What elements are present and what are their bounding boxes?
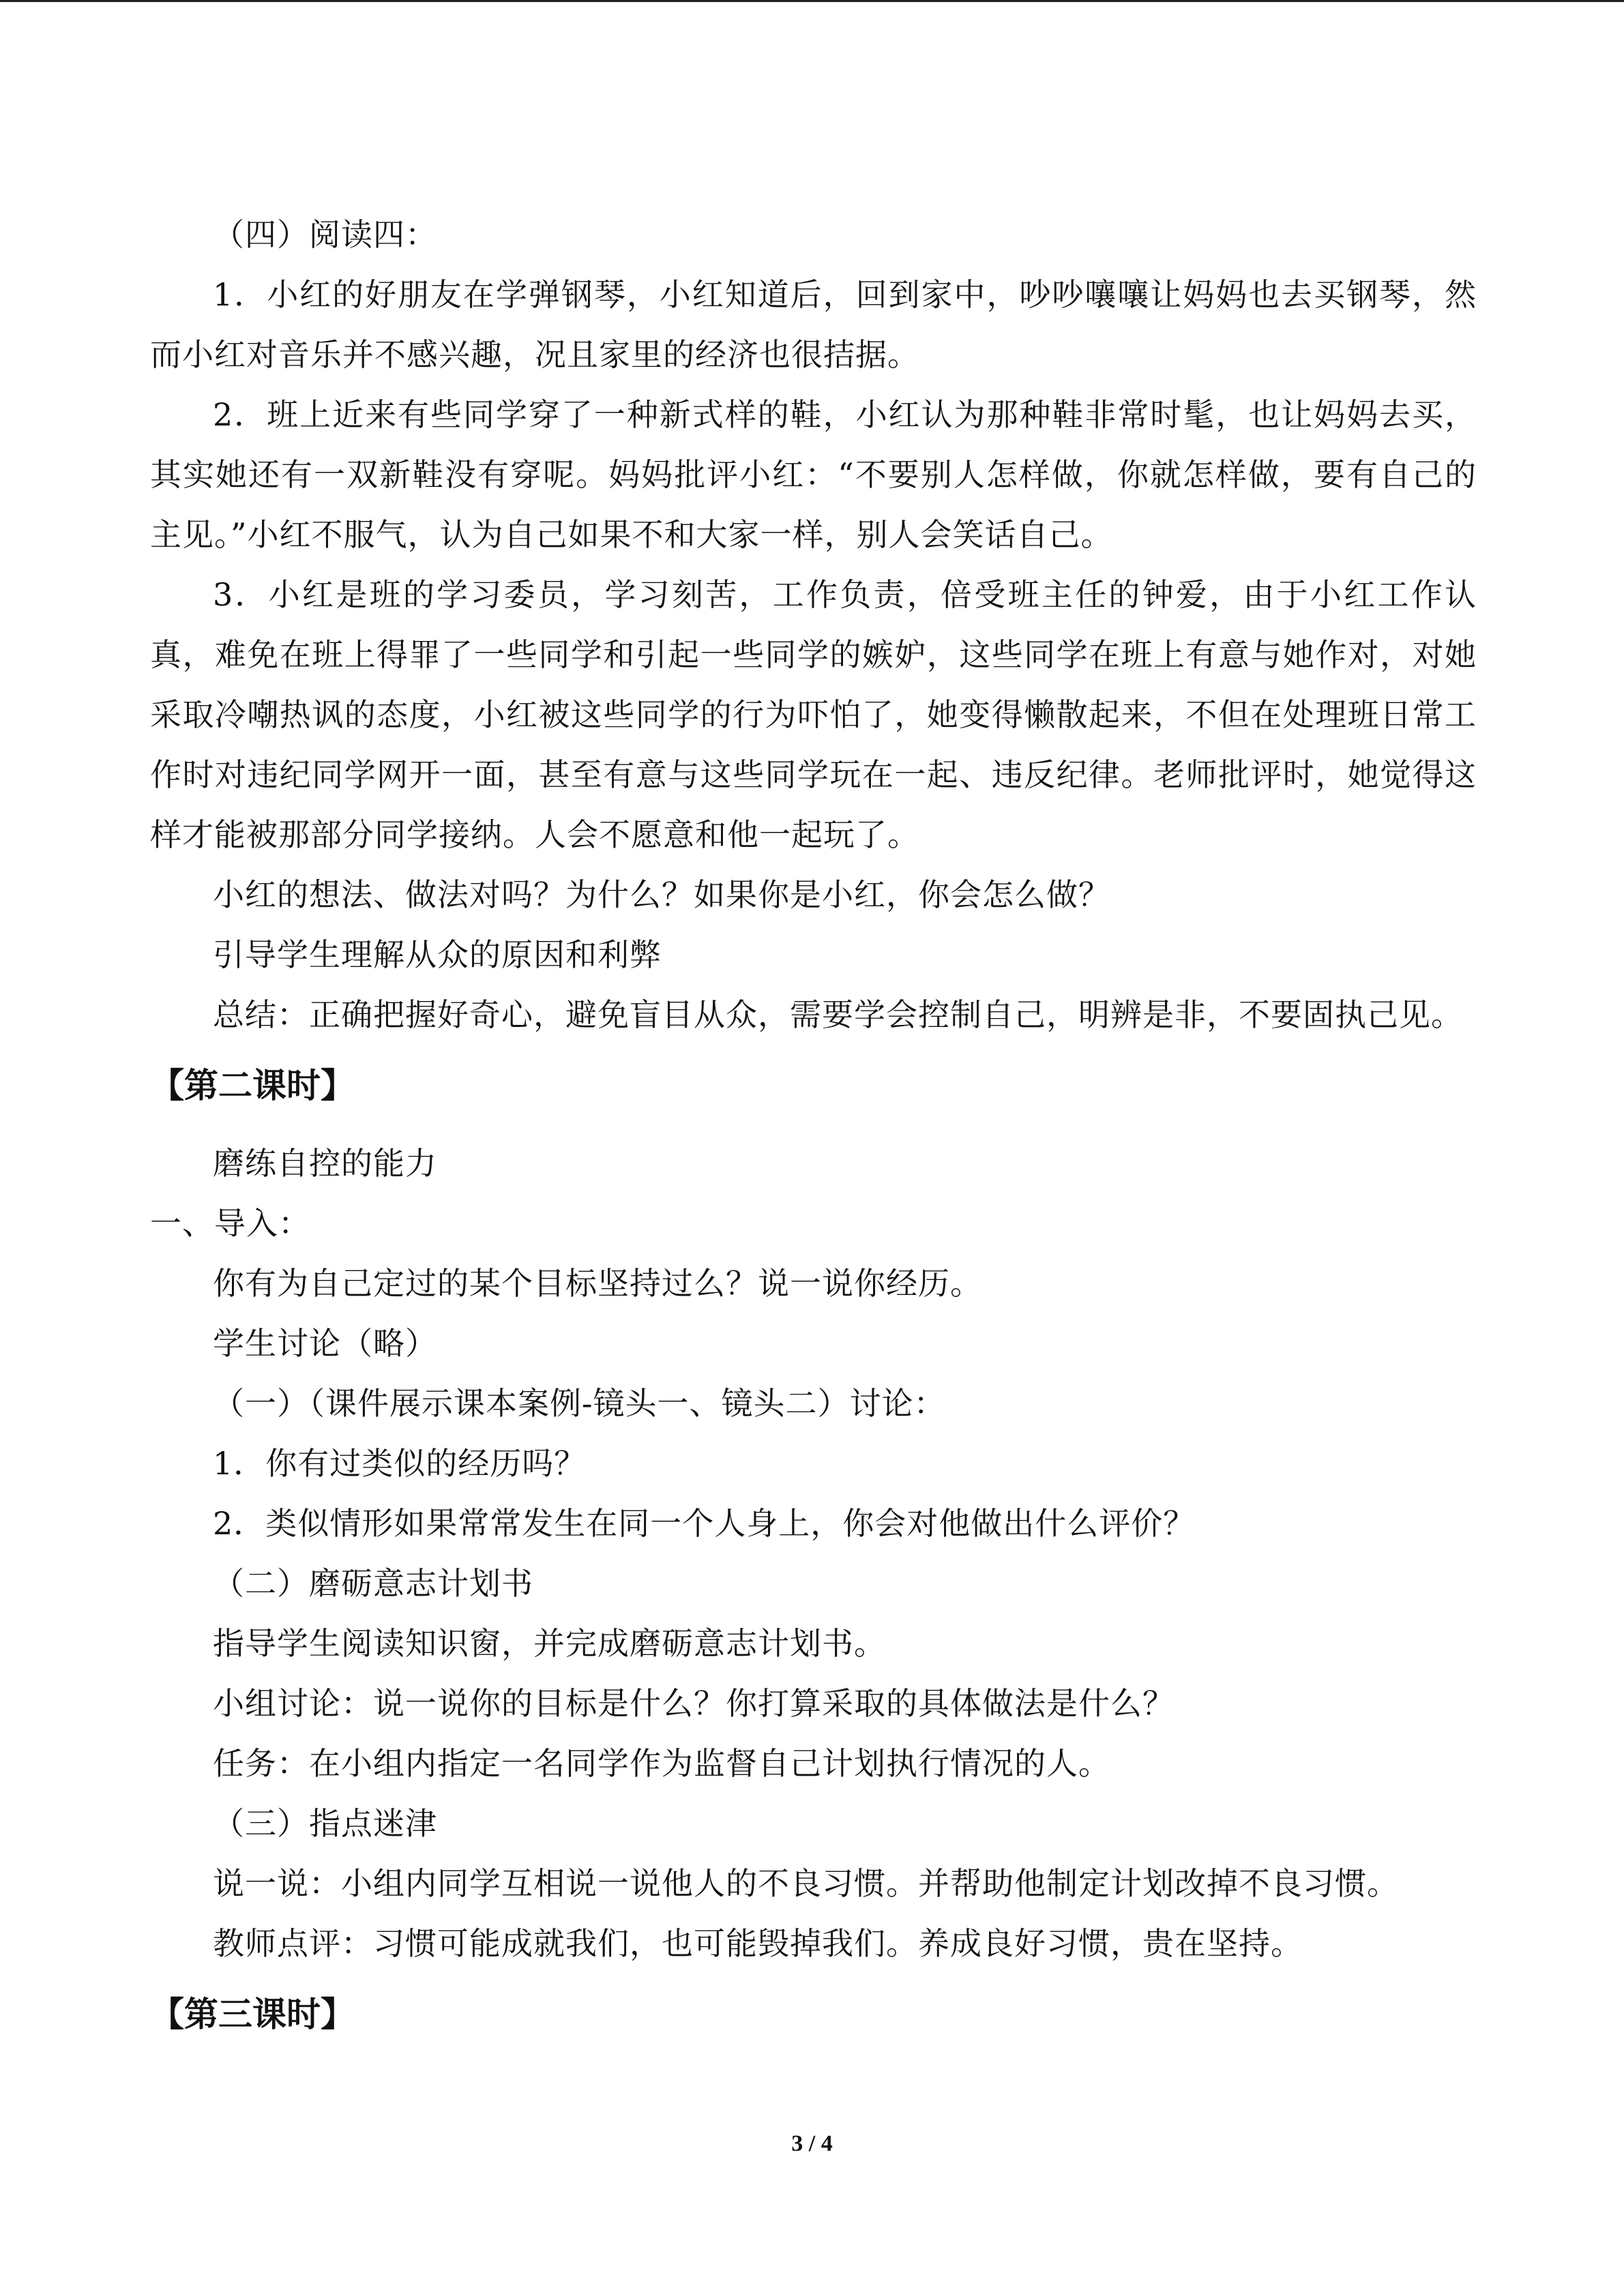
group-discussion: 小组讨论：说一说你的目标是什么？你打算采取的具体做法是什么？ — [213, 1685, 1175, 1722]
summary-paragraph: 总结：正确把握好奇心，避免盲目从众，需要学会控制自己，明辨是非，不要固执己见。 — [213, 996, 1463, 1033]
document-body — [150, 205, 1477, 2062]
guidance-paragraph: 引导学生理解从众的原因和利弊 — [213, 936, 662, 973]
lesson-two-heading: 【第二课时】 — [150, 1066, 355, 1105]
part-three-title: （三）指点迷津 — [213, 1805, 437, 1842]
reading-item-2: 2．班上近来有些同学穿了一种新式样的鞋，小红认为那种鞋非常时髦，也让妈妈去买，其实她还有一双新鞋没有穿呢。妈妈批评小红：“不要别人怎样做，你就怎样做，要有自己的主见。”小红不服气，认为自己如果不和大家一样，别人会笑话自己。 — [150, 396, 1477, 553]
part-two-title: （二）磨砺意志计划书 — [213, 1565, 533, 1602]
section-label-reading-four: （四）阅读四： — [213, 216, 437, 253]
task-paragraph: 任务：在小组内指定一名同学作为监督自己计划执行情况的人。 — [213, 1745, 1110, 1782]
student-discussion: 学生讨论（略） — [213, 1325, 437, 1362]
lesson-three-heading: 【第三课时】 — [150, 1995, 355, 2034]
teacher-comment: 教师点评：习惯可能成就我们，也可能毁掉我们。养成良好习惯，贵在坚持。 — [213, 1925, 1303, 1962]
part-one-title: （一）（课件展示课本案例-镜头一、镜头二）讨论： — [213, 1385, 946, 1422]
lesson-two-topic: 磨练自控的能力 — [213, 1145, 437, 1182]
page-top-border — [0, 0, 1624, 2]
part-two-guidance: 指导学生阅读知识窗，并完成磨砺意志计划书。 — [213, 1625, 886, 1662]
intro-question: 你有为自己定过的某个目标坚持过么？说一说你经历。 — [213, 1265, 982, 1302]
reading-item-1: 1．小红的好朋友在学弹钢琴，小红知道后，回到家中，吵吵嚷嚷让妈妈也去买钢琴，然而小红对音乐并不感兴趣，况且家里的经济也很拮据。 — [150, 276, 1477, 373]
intro-section-title: 一、导入： — [150, 1205, 310, 1242]
speak-activity: 说一说：小组内同学互相说一说他人的不良习惯。并帮助他制定计划改掉不良习惯。 — [213, 1865, 1399, 1902]
page-number: 3 / 4 — [791, 2131, 833, 2156]
part-one-question-2: 2．类似情形如果常常发生在同一个人身上，你会对他做出什么评价？ — [213, 1505, 1196, 1542]
part-one-question-1: 1．你有过类似的经历吗？ — [213, 1445, 587, 1482]
question-paragraph: 小红的想法、做法对吗？为什么？如果你是小红，你会怎么做？ — [213, 876, 1110, 913]
reading-item-3: 3．小红是班的学习委员，学习刻苦，工作负责，倍受班主任的钟爱，由于小红工作认真，难免在班上得罪了一些同学和引起一些同学的嫉妒，这些同学在班上有意与她作对，对她采取冷嘲热讽的态度，小红被这些同学的行为吓怕了，她变得懒散起来，不但在处理班日常工作时对违纪同学网开一面，甚至有意与这些同学玩在一起、违反纪律。老师批评时，她觉得这样才能被那部分同学接纳。人会不愿意和他一起玩了。 — [150, 576, 1477, 853]
